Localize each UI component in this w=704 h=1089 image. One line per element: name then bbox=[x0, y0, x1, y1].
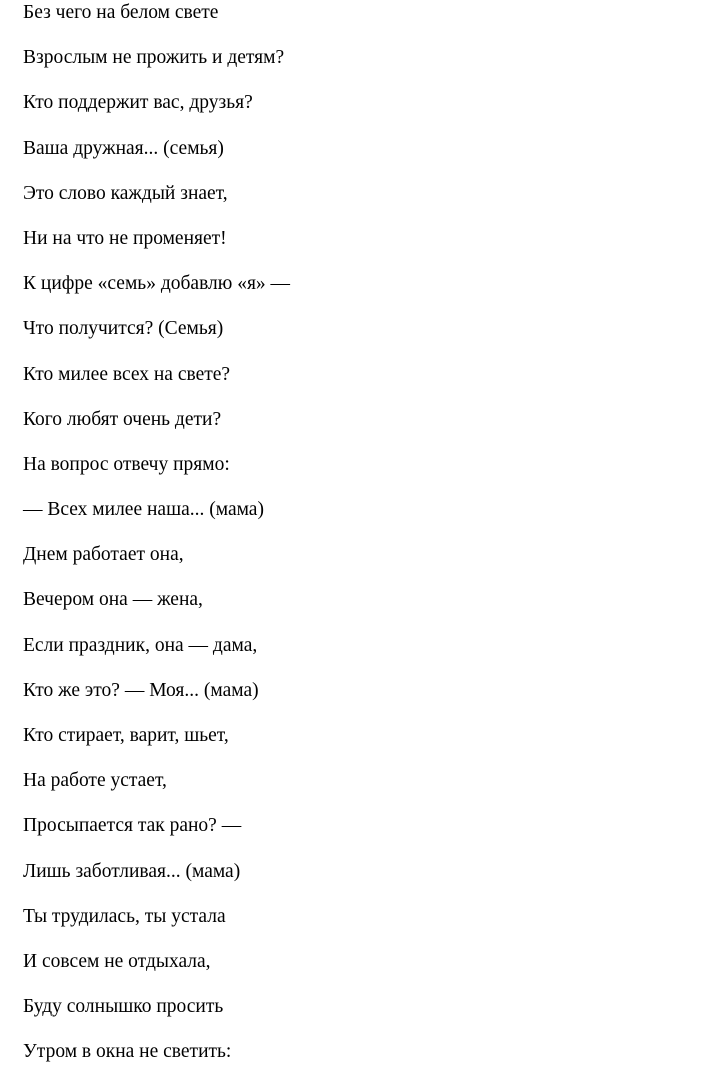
text-line: Лишь заботливая... (мама) bbox=[23, 860, 241, 882]
text-line: — Всех милее наша... (мама) bbox=[23, 499, 264, 521]
text-line: Вечером она — жена, bbox=[23, 589, 203, 611]
text-line: Утром в окна не светить: bbox=[23, 1041, 232, 1063]
text-line: Просыпается так рано? — bbox=[23, 815, 242, 837]
text-line: Если праздник, она — дама, bbox=[23, 634, 258, 656]
text-line: На вопрос отвечу прямо: bbox=[23, 453, 230, 475]
text-line: Что получится? (Семья) bbox=[23, 318, 224, 340]
text-line: Кто стирает, варит, шьет, bbox=[23, 725, 229, 746]
text-line: Ваша дружная... (семья) bbox=[23, 137, 224, 159]
text-line: Кто милее всех на свете? bbox=[23, 363, 231, 385]
text-line: Кто же это? — Моя... (мама) bbox=[23, 679, 259, 701]
text-line: Кого любят очень дети? bbox=[23, 408, 222, 430]
text-line: К цифре «семь» добавлю «я» — bbox=[23, 273, 291, 295]
poem-text bbox=[23, 0, 290, 1085]
text-line: Буду солнышко просить bbox=[23, 996, 224, 1018]
text-line: На работе устает, bbox=[23, 770, 167, 792]
text-line: Кто поддержит вас, друзья? bbox=[23, 92, 253, 114]
text-line: Днем работает она, bbox=[23, 544, 184, 566]
text-line: И совсем не отдыхала, bbox=[23, 950, 211, 972]
text-line: Ты трудилась, ты устала bbox=[23, 905, 226, 927]
text-line: Это слово каждый знает, bbox=[23, 182, 228, 204]
text-line: Взрослым не прожить и детям? bbox=[23, 47, 285, 69]
text-line: Ни на что не променяет! bbox=[23, 227, 227, 249]
text-line: Без чего на белом свете bbox=[23, 2, 219, 23]
